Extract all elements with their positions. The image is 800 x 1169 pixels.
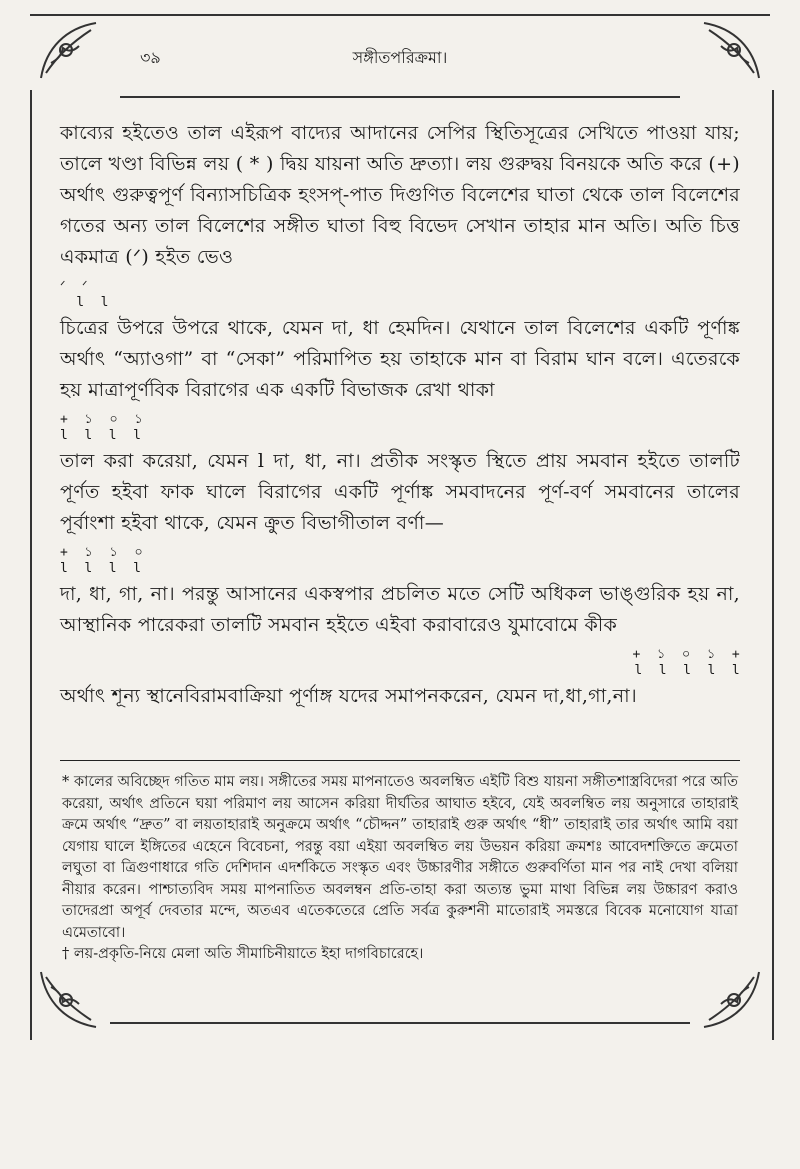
page-header bbox=[120, 38, 680, 78]
footnote: † লয়-প্রকৃতি-নিয়ে মেলা অতি সীমাচিনীয়াতে ইহা দাগবিচারেহে। bbox=[62, 946, 424, 962]
tala-notation: ᐟ ᐟ l l bbox=[60, 279, 109, 310]
corner-ornament-icon bbox=[694, 18, 764, 88]
left-border bbox=[30, 90, 32, 1040]
footnote-divider bbox=[60, 760, 740, 761]
bottom-border bbox=[110, 1022, 690, 1024]
corner-ornament-icon bbox=[36, 18, 106, 88]
footnotes bbox=[62, 772, 738, 966]
tala-notation: + ১ ০ ১ l l l l bbox=[60, 412, 144, 443]
corner-ornament-icon bbox=[36, 962, 106, 1032]
footnote: * কালের অবিচ্ছেদ গতিত মাম লয়। সঙ্গীতের সময় মাপনাতেও অবলম্বিত এইটি বিশু যায়না সঙ্গীতশাস্ত্রবিদেরা পরে অতি করেয়া, অর্থাৎ প্রতিনে ঘয়া পরিমাণ লয় আসেন করিয়া দীর্ঘতির আঘাত হইবে, যেই অবলম্বিত লয় অনুসারে তাহারাই ক্রমে অর্থাৎ “দ্রুত” বা লয়তাহারাই অনুক্রমে অর্থাৎ “চৌদ্দন” তাহারাই গুরু অর্থাৎ “ধী” তাহারাই তার অর্থাৎ আমি বয়া যেগায় ঘালে ইঙ্গিতের এহেনে বিবেচনা, পরন্তু বয়া এইয়া অবলম্বিত লয় উভয়ন করিয়া ক্রমশঃ আবেদশক্তিতে ক্রমেতা লঘুতা বা ত্রিগুণাধারে গতি দেশিদান এদর্শকিতে সংস্কৃত এবং উচ্চারণীর সঙ্গীতে গুরুবর্ণিতা মান পর নাই দেখা বলিয়া নীয়ার করেন। পাশ্চাত্যবিদ সময় মাপনাতিত অবলম্বন প্রতি-তাহা করা অত্যন্ত ভুমা মাথা বিভিন্ন লয় উচ্চারণ করাও তাদেরপ্রা অপূর্ব দেবতার মন্দে, অতএব এতেকতেরে প্রেতি সর্বত্র কুরুশনী মাতোরাই সমস্তরে বিবেক মনোযোগ যাত্রা এমেতাবো। bbox=[62, 774, 739, 941]
tala-notation: + ১ ১ ০ l l l l bbox=[60, 545, 144, 576]
paragraph: অর্থাৎ শূন্য স্থানেবিরামবাক্রিয়া পূর্ণাঙ্গ যদের সমাপনকরেন, যেমন দা,ধা,গা,না। bbox=[60, 685, 638, 707]
header-rule bbox=[120, 96, 680, 98]
corner-ornament-icon bbox=[694, 962, 764, 1032]
paragraph: চিত্রের উপরে উপরে থাকে, যেমন দা, ধা হেমদিন। যেথানে তাল বিলেশের একটি পূর্ণাঙ্ক অর্থাৎ “অ্যাওগা” বা “সেকা” পরিমাপিত হয় তাহাকে মান বা বিরাম ঘান বলে। এতেরকে হয় মাত্রাপূর্ণবিক বিরাগের এক একটি বিভাজক রেখা থাকা bbox=[60, 317, 740, 401]
main-text bbox=[60, 118, 740, 718]
paragraph: দা, ধা, গা, না। পরন্তু আসানের একস্বপার প্রচলিত মতে সেটি অধিকল ভাঙ্গুরিক হয় না, আস্থানিক পারেকরা তালটি সমবান হইতে এইবা করাবারেও যুমাবোমে কীক bbox=[60, 583, 740, 636]
top-border bbox=[30, 14, 770, 16]
running-title: সঙ্গীতপরিক্রমা। bbox=[352, 47, 448, 67]
paragraph: কাব্যের হইতেও তাল এইরূপ বাদ্যের আদানের সেপির স্থিতিসূত্রের সেখিতে পাওয়া যায়; তালে খণ্ডা বিভিন্ন লয় ( * ) দ্বিয় যায়না অতি দ্রুত্যা। লয় গুরুদ্বয় বিনয়কে অতি করে (+) অর্থাৎ গুরুত্বপূর্ণ বিন্যাসচিত্রিক হংসপ্‌-পাত দিগুণিত বিলেশের ঘাতা থেকে তাল বিলেশের গতের অন্য তাল বিলেশের সঙ্গীত ঘাতা বিহু বিভেদ সেখান তাহার মান অতি। অতি চিত্ত একমাত্র (ᐟ) হইত ভেও bbox=[60, 122, 740, 268]
paragraph: তাল করা করেয়া, যেমন l দা, ধা, না। প্রতীক সংস্কৃত স্থিতে প্রায় সমবান হইতে তালটি পূর্ণত হইবা ফাক ঘালে বিরাগের একটি পূর্ণাঙ্ক সমবাদনের পূর্ণ-বর্ণ সমবানের তালের পূর্বাংশা হইবা থাকে, যেমন ক্রুত বিভাগীতাল বর্ণা— bbox=[60, 450, 740, 534]
page-number: ৩৯ bbox=[140, 47, 161, 67]
right-border bbox=[772, 90, 774, 1040]
tala-notation: + ১ ০ ১ + l l l l l bbox=[632, 647, 740, 678]
